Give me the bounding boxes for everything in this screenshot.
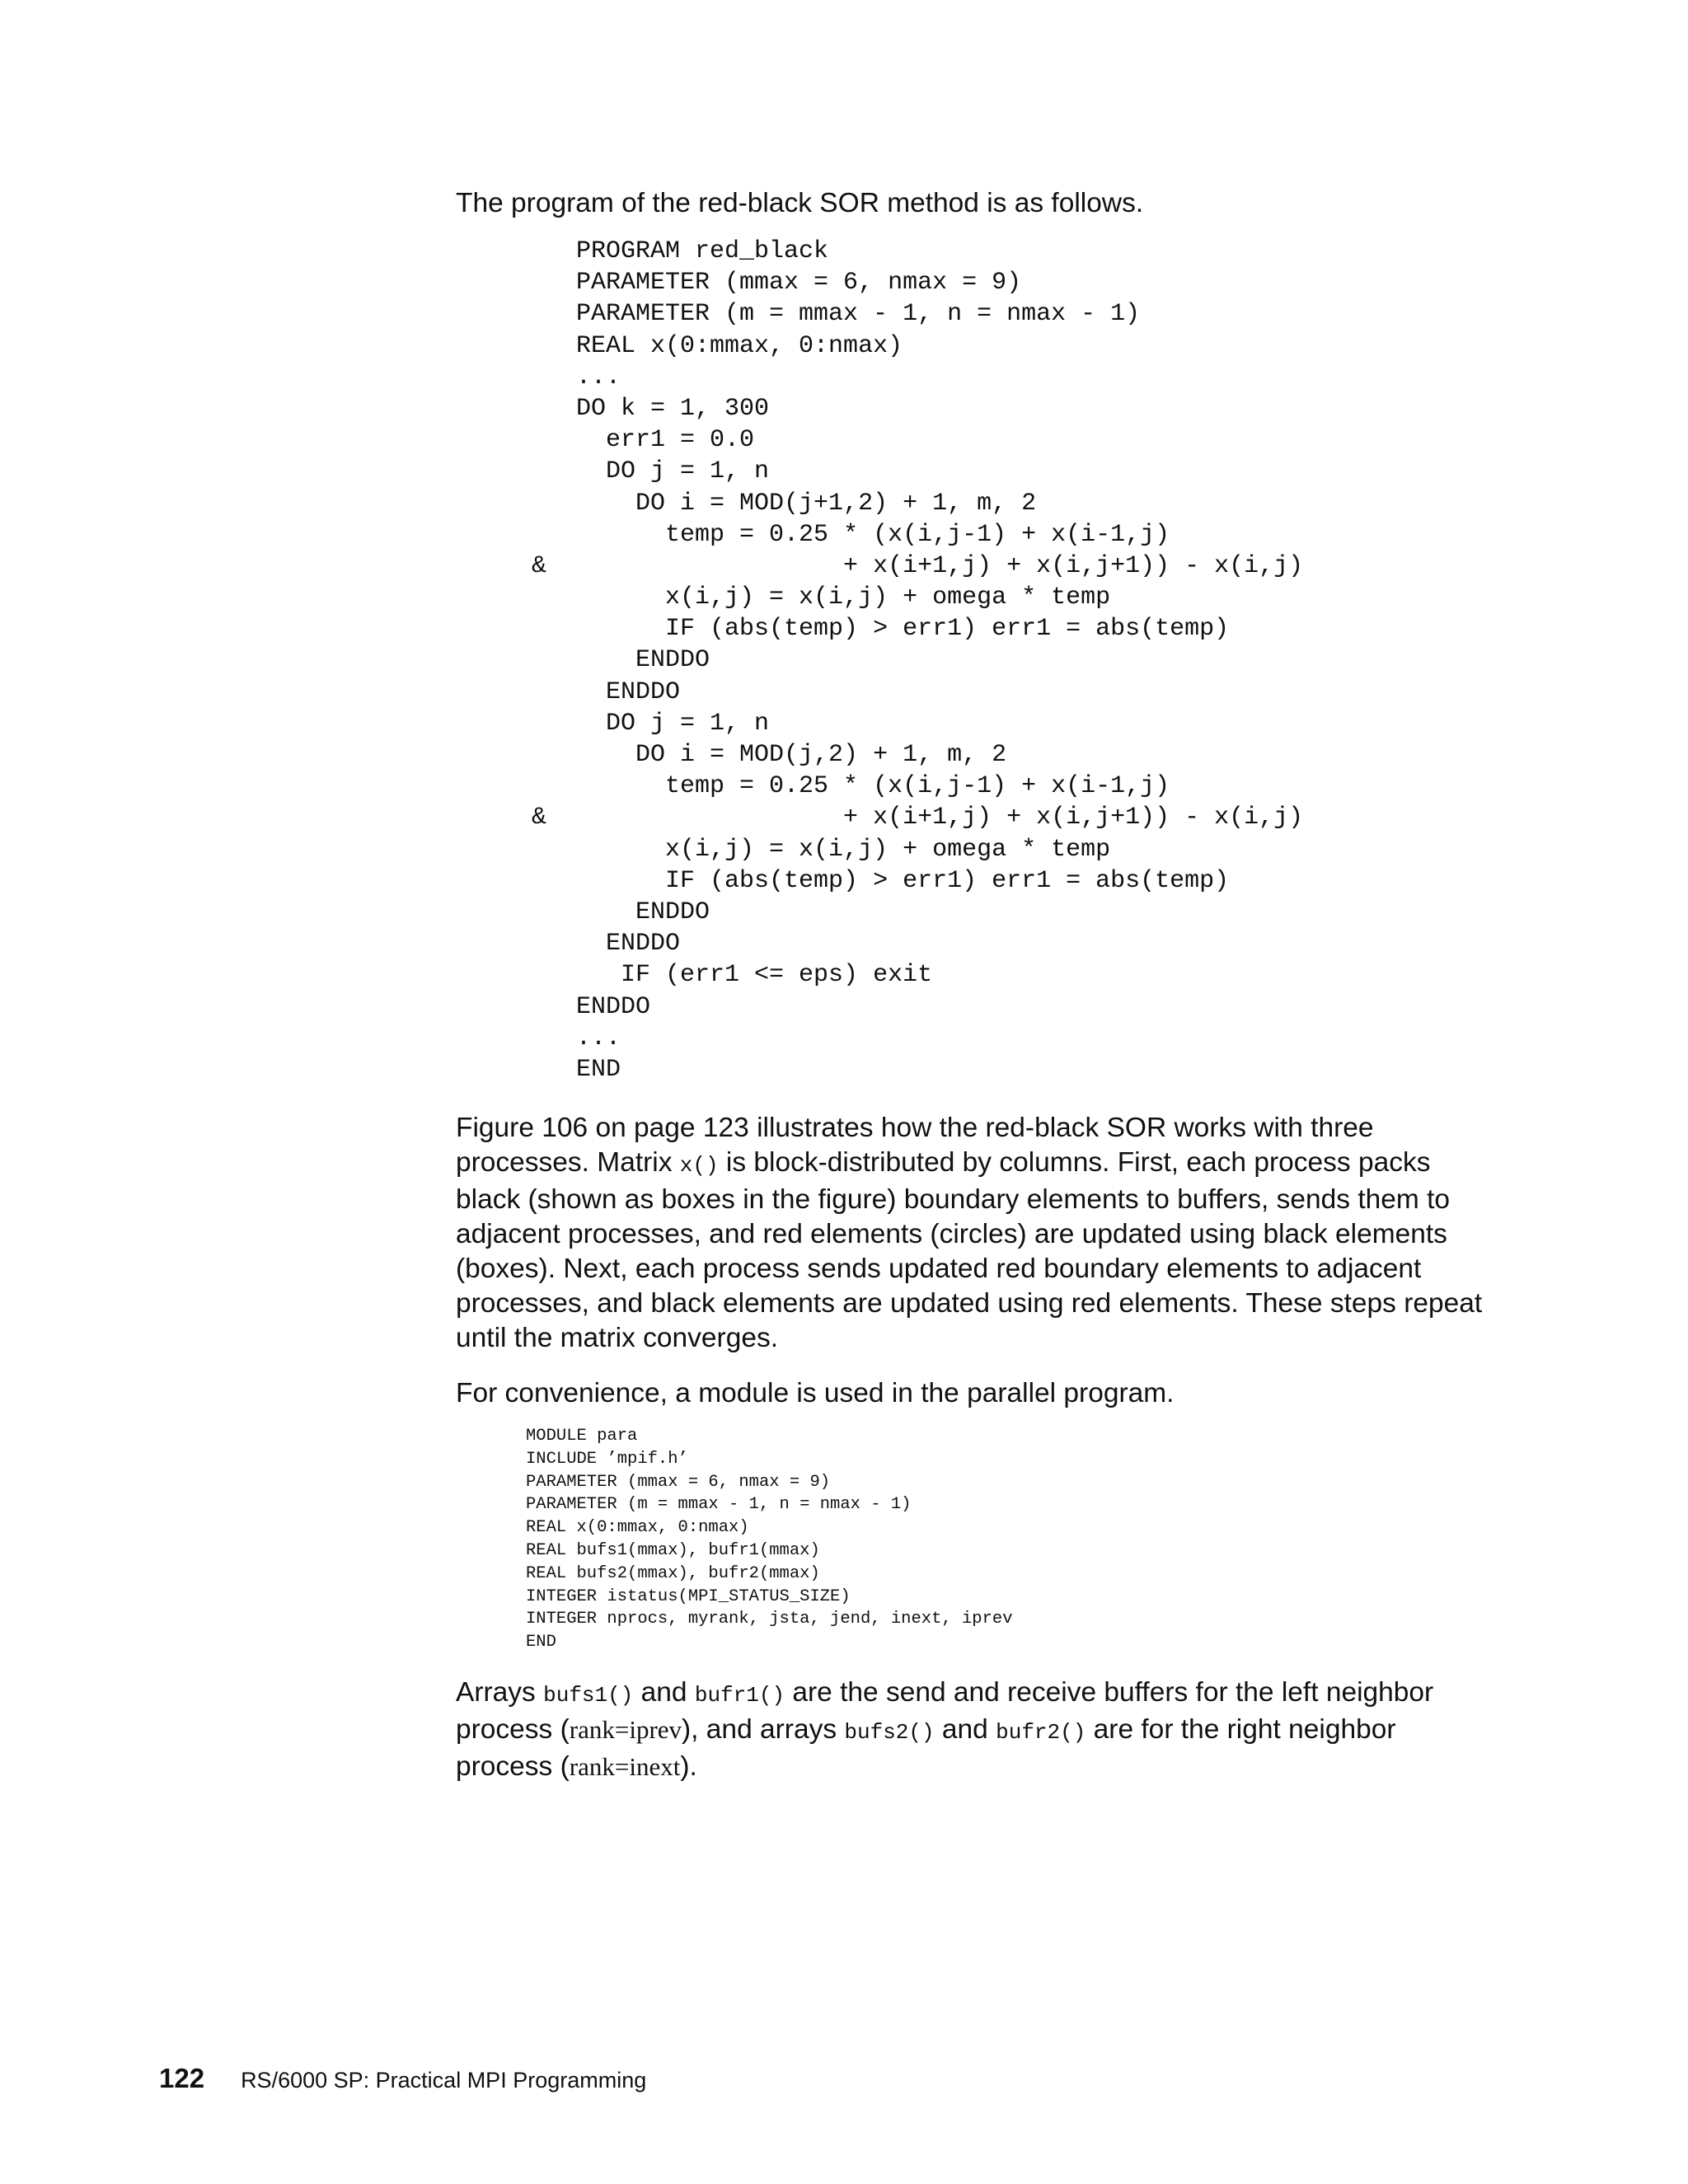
figure-paragraph-text: Figure 106 on page 123 illustrates how the red-black SOR works with three processes. Matrix — [456, 1113, 1374, 1178]
arrays-paragraph-text: are the send and receive buffers for the left neighbor process ( — [456, 1677, 1434, 1745]
code-line: err1 = 0.0 — [532, 426, 755, 455]
code-line: & + x(i+1,j) + x(i,j+1)) - x(i,j) — [532, 804, 1304, 832]
code-line: PARAMETER (m = mmax - 1, n = nmax - 1) — [526, 1495, 912, 1515]
figure-paragraph — [456, 1111, 1486, 1356]
code-line: temp = 0.25 * (x(i,j-1) + x(i-1,j) — [532, 520, 1170, 549]
arrays-paragraph-text: ), and arrays — [682, 1714, 845, 1745]
program-code-block — [532, 236, 1303, 1085]
book-title: RS/6000 SP: Practical MPI Programming — [241, 2068, 647, 2093]
code-line: DO k = 1, 300 — [532, 394, 770, 423]
code-line: IF (err1 <= eps) exit — [532, 961, 933, 990]
arrays-paragraph-text: and — [633, 1677, 695, 1708]
code-line: INTEGER nprocs, myrank, jsta, jend, inext, iprev — [526, 1610, 1013, 1629]
code-line: ENDDO — [532, 898, 710, 926]
code-line: & + x(i+1,j) + x(i,j+1)) - x(i,j) — [532, 551, 1304, 580]
arrays-paragraph-text: and — [934, 1714, 996, 1745]
inline-code: bufr2() — [996, 1720, 1086, 1745]
code-line: PROGRAM red_black — [532, 237, 829, 265]
code-line: REAL x(0:mmax, 0:nmax) — [526, 1518, 749, 1538]
figure-paragraph-text: is block-distributed by columns. First, each process packs black (shown as boxes in the figure) boundary elements to buffers, sends them to adjacent processes, and red elements (circles) are updated using black elements (boxes). Next, each process sends updated red boundary elements to adjacent processes, and black elements are updated using red elements. These steps repeat until the matrix converges. — [456, 1147, 1483, 1353]
code-line: REAL x(0:mmax, 0:nmax) — [532, 331, 903, 360]
code-line: x(i,j) = x(i,j) + omega * temp — [532, 583, 1111, 612]
inline-code: bufs1() — [543, 1683, 634, 1708]
module-intro-paragraph: For convenience, a module is used in the parallel program. — [456, 1378, 1175, 1408]
code-line: REAL bufs2(mmax), bufr2(mmax) — [526, 1563, 820, 1583]
code-line: PARAMETER (mmax = 6, nmax = 9) — [532, 269, 1022, 298]
code-line: temp = 0.25 * (x(i,j-1) + x(i-1,j) — [532, 772, 1170, 801]
code-line: PARAMETER (mmax = 6, nmax = 9) — [526, 1472, 831, 1492]
code-line: ENDDO — [532, 930, 681, 958]
code-line: ENDDO — [532, 646, 710, 675]
code-line: END — [526, 1633, 556, 1652]
inline-code: x() — [679, 1153, 719, 1178]
inline-code: rank=inext — [569, 1752, 681, 1781]
code-line: x(i,j) = x(i,j) + omega * temp — [532, 835, 1111, 864]
code-line: ENDDO — [532, 677, 681, 706]
code-line: PARAMETER (m = mmax - 1, n = nmax - 1) — [532, 300, 1141, 329]
code-line: ... — [532, 1024, 621, 1052]
intro-paragraph: The program of the red-black SOR method is as follows. — [456, 188, 1144, 218]
code-line: DO j = 1, n — [532, 709, 770, 738]
code-line: INTEGER istatus(MPI_STATUS_SIZE) — [526, 1586, 851, 1606]
code-line: DO i = MOD(j+1,2) + 1, m, 2 — [532, 489, 1037, 518]
code-line: DO i = MOD(j,2) + 1, m, 2 — [532, 741, 1007, 769]
code-line: ... — [532, 363, 621, 391]
arrays-paragraph-text: Arrays — [456, 1677, 544, 1708]
code-line: IF (abs(temp) > err1) err1 = abs(temp) — [532, 866, 1230, 895]
inline-code: bufs2() — [844, 1720, 935, 1745]
code-line: INCLUDE ’mpif.h’ — [526, 1449, 688, 1469]
code-line: DO j = 1, n — [532, 457, 770, 486]
code-line: REAL bufs1(mmax), bufr1(mmax) — [526, 1540, 820, 1560]
inline-code: bufr1() — [694, 1683, 785, 1708]
module-code-block — [526, 1425, 1013, 1654]
page-footer — [159, 2064, 646, 2094]
code-line: IF (abs(temp) > err1) err1 = abs(temp) — [532, 615, 1230, 644]
arrays-paragraph-text: ). — [680, 1751, 697, 1782]
code-line: MODULE para — [526, 1427, 638, 1446]
arrays-paragraph — [456, 1675, 1486, 1784]
inline-code: rank=iprev — [569, 1715, 682, 1744]
arrays-paragraph-text: are for the right neighbor process ( — [456, 1714, 1396, 1782]
page-number: 122 — [159, 2063, 205, 2093]
code-line: ENDDO — [532, 992, 651, 1021]
code-line: END — [532, 1055, 621, 1084]
